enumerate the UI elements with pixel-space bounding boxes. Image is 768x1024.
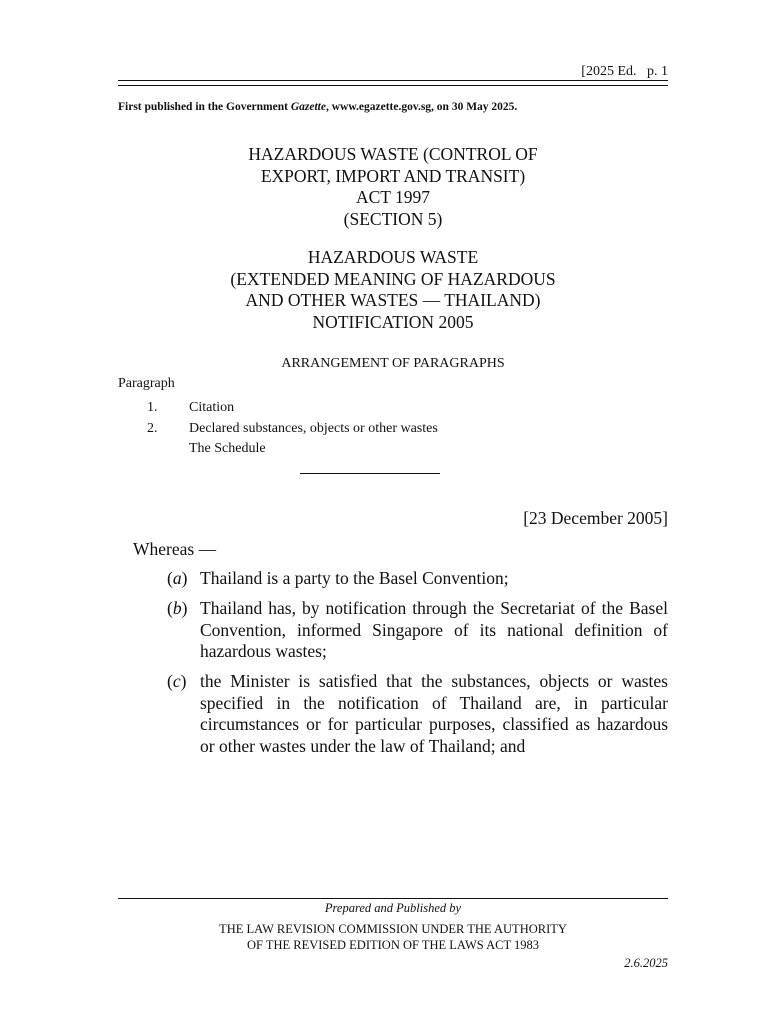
notification-title-line: HAZARDOUS WASTE bbox=[307, 247, 479, 267]
act-title-line: HAZARDOUS WASTE (CONTROL OF bbox=[248, 144, 538, 164]
notification-date: [23 December 2005] bbox=[523, 508, 668, 528]
act-title-line: (SECTION 5) bbox=[343, 208, 443, 229]
act-title bbox=[118, 144, 668, 230]
toc-item-number: 1. bbox=[147, 400, 158, 415]
document-page bbox=[118, 0, 668, 1024]
footer-rule bbox=[118, 898, 668, 899]
recital-text: Thailand has, by notification through the Secretariat of the Basel Convention, informed Singapore of its national definition of hazardous wastes; bbox=[200, 598, 668, 661]
toc-item-number: 2. bbox=[147, 420, 158, 436]
first-published-note bbox=[118, 101, 517, 113]
arrangement-heading: ARRANGEMENT OF PARAGRAPHS bbox=[281, 356, 505, 371]
recitals-list bbox=[118, 568, 668, 766]
toc-item-text: The Schedule bbox=[189, 441, 266, 456]
whereas-heading: Whereas — bbox=[133, 539, 217, 559]
recital-label: (a) bbox=[167, 568, 188, 588]
header-double-rule bbox=[118, 80, 668, 86]
recital-item bbox=[118, 598, 668, 663]
toc-item[interactable] bbox=[118, 398, 668, 419]
recital-letter: c bbox=[172, 671, 181, 691]
prepared-by-note: Prepared and Published by bbox=[324, 901, 462, 915]
notification-title-line: AND OTHER WASTES — THAILAND) bbox=[245, 290, 541, 310]
toc-item[interactable] bbox=[118, 419, 668, 440]
toc-item-text: Citation bbox=[189, 400, 235, 415]
commission-line: THE LAW REVISION COMMISSION UNDER THE AUTHORITY bbox=[219, 922, 567, 936]
recital-item bbox=[118, 671, 668, 757]
first-published-suffix: , www.egazette.gov.sg, on 30 May 2025. bbox=[325, 101, 518, 113]
recital-item bbox=[118, 568, 668, 590]
act-title-line: ACT 1997 bbox=[355, 187, 431, 207]
act-title-line: EXPORT, IMPORT AND TRANSIT) bbox=[260, 165, 526, 186]
notification-title-line: (EXTENDED MEANING OF HAZARDOUS bbox=[230, 268, 556, 289]
recital-text: the Minister is satisfied that the substances, objects or wastes specified in the notification of Thailand are, in particular circumstances or for particular purposes, classified as hazardous or other wastes under the law of Thailand; and bbox=[200, 671, 668, 756]
section-divider bbox=[300, 473, 440, 474]
recital-letter: b bbox=[172, 598, 182, 618]
table-of-contents bbox=[118, 398, 668, 460]
edition-header: [2025 Ed. p. 1 bbox=[581, 64, 668, 79]
notification-title-line: NOTIFICATION 2005 bbox=[312, 311, 474, 332]
recital-label: (c) bbox=[167, 671, 187, 691]
first-published-prefix: First published in the Government bbox=[118, 101, 291, 113]
notification-title bbox=[118, 247, 668, 333]
footer-date: 2.6.2025 bbox=[624, 956, 668, 970]
recital-text: Thailand is a party to the Basel Convention; bbox=[200, 568, 509, 588]
commission-note bbox=[118, 921, 668, 953]
toc-item[interactable] bbox=[118, 439, 668, 460]
gazette-word: Gazette bbox=[290, 101, 326, 113]
recital-letter: a bbox=[172, 568, 182, 588]
commission-line: OF THE REVISED EDITION OF THE LAWS ACT 1983 bbox=[246, 938, 540, 952]
toc-item-text: Declared substances, objects or other wastes bbox=[189, 420, 438, 436]
recital-label: (b) bbox=[167, 598, 188, 618]
paragraph-column-label: Paragraph bbox=[118, 376, 175, 391]
